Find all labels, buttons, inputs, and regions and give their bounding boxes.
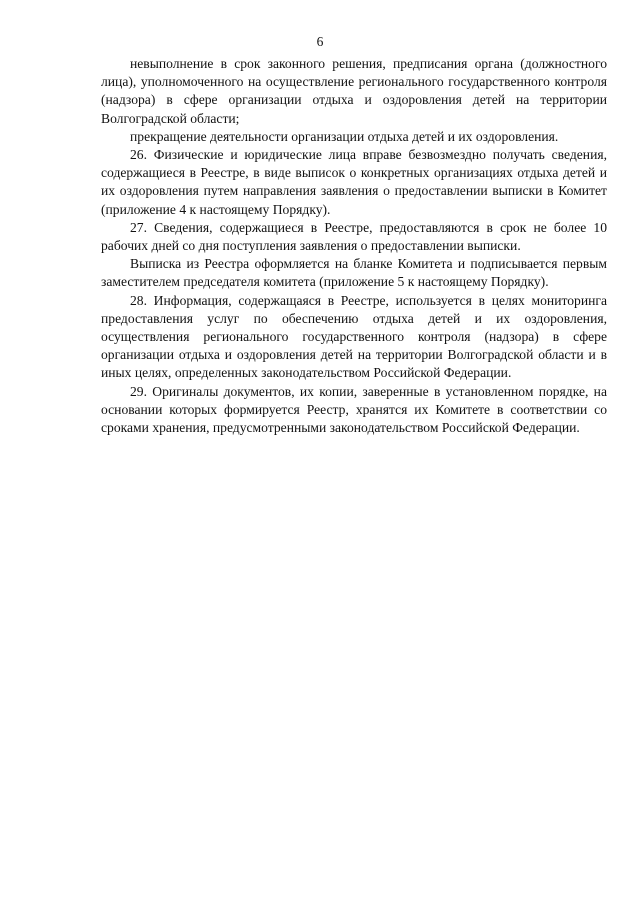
document-body <box>101 55 607 437</box>
paragraph-27: 27. Сведения, содержащиеся в Реестре, предоставляются в срок не более 10 рабочих дней со дня поступления заявления о предоставлении выписки. <box>101 219 607 254</box>
paragraph-28: 28. Информация, содержащаяся в Реестре, используется в целях мониторинга предоставления услуг по обеспечению отдыха детей и их оздоровления, осуществления регионального государственного контроля (надзора) в сфере организации отдыха и оздоровления детей на территории Волгоградской области и в иных целях, определенных законодательством Российской Федерации. <box>101 292 607 381</box>
page-number: 6 <box>316 34 324 49</box>
paragraph-violation-item: невыполнение в срок законного решения, предписания органа (должностного лица), уполномоченного на осуществление регионального государственного контроля (надзора) в сфере организации отдыха и оздоровления детей на территории Волгоградской области; <box>101 56 607 126</box>
paragraph-29: 29. Оригиналы документов, их копии, заверенные в установленном порядке, на основании которых формируется Реестр, хранятся их Комитете в соответствии со сроками хранения, предусмотренными законодательством Российской Федерации. <box>101 383 607 436</box>
paragraph-extract-form: Выписка из Реестра оформляется на бланке Комитета и подписывается первым заместителем председателя комитета (приложение 5 к настоящему Порядку). <box>101 256 607 290</box>
paragraph-termination-item: прекращение деятельности организации отдыха детей и их оздоровления. <box>130 128 559 144</box>
paragraph-26: 26. Физические и юридические лица вправе безвозмездно получать сведения, содержащиеся в Реестре, в виде выписок о конкретных организациях отдыха детей и их оздоровления путем направления заявления о предоставлении выписки в Комитет (приложение 4 к настоящему Порядку). <box>101 147 607 217</box>
